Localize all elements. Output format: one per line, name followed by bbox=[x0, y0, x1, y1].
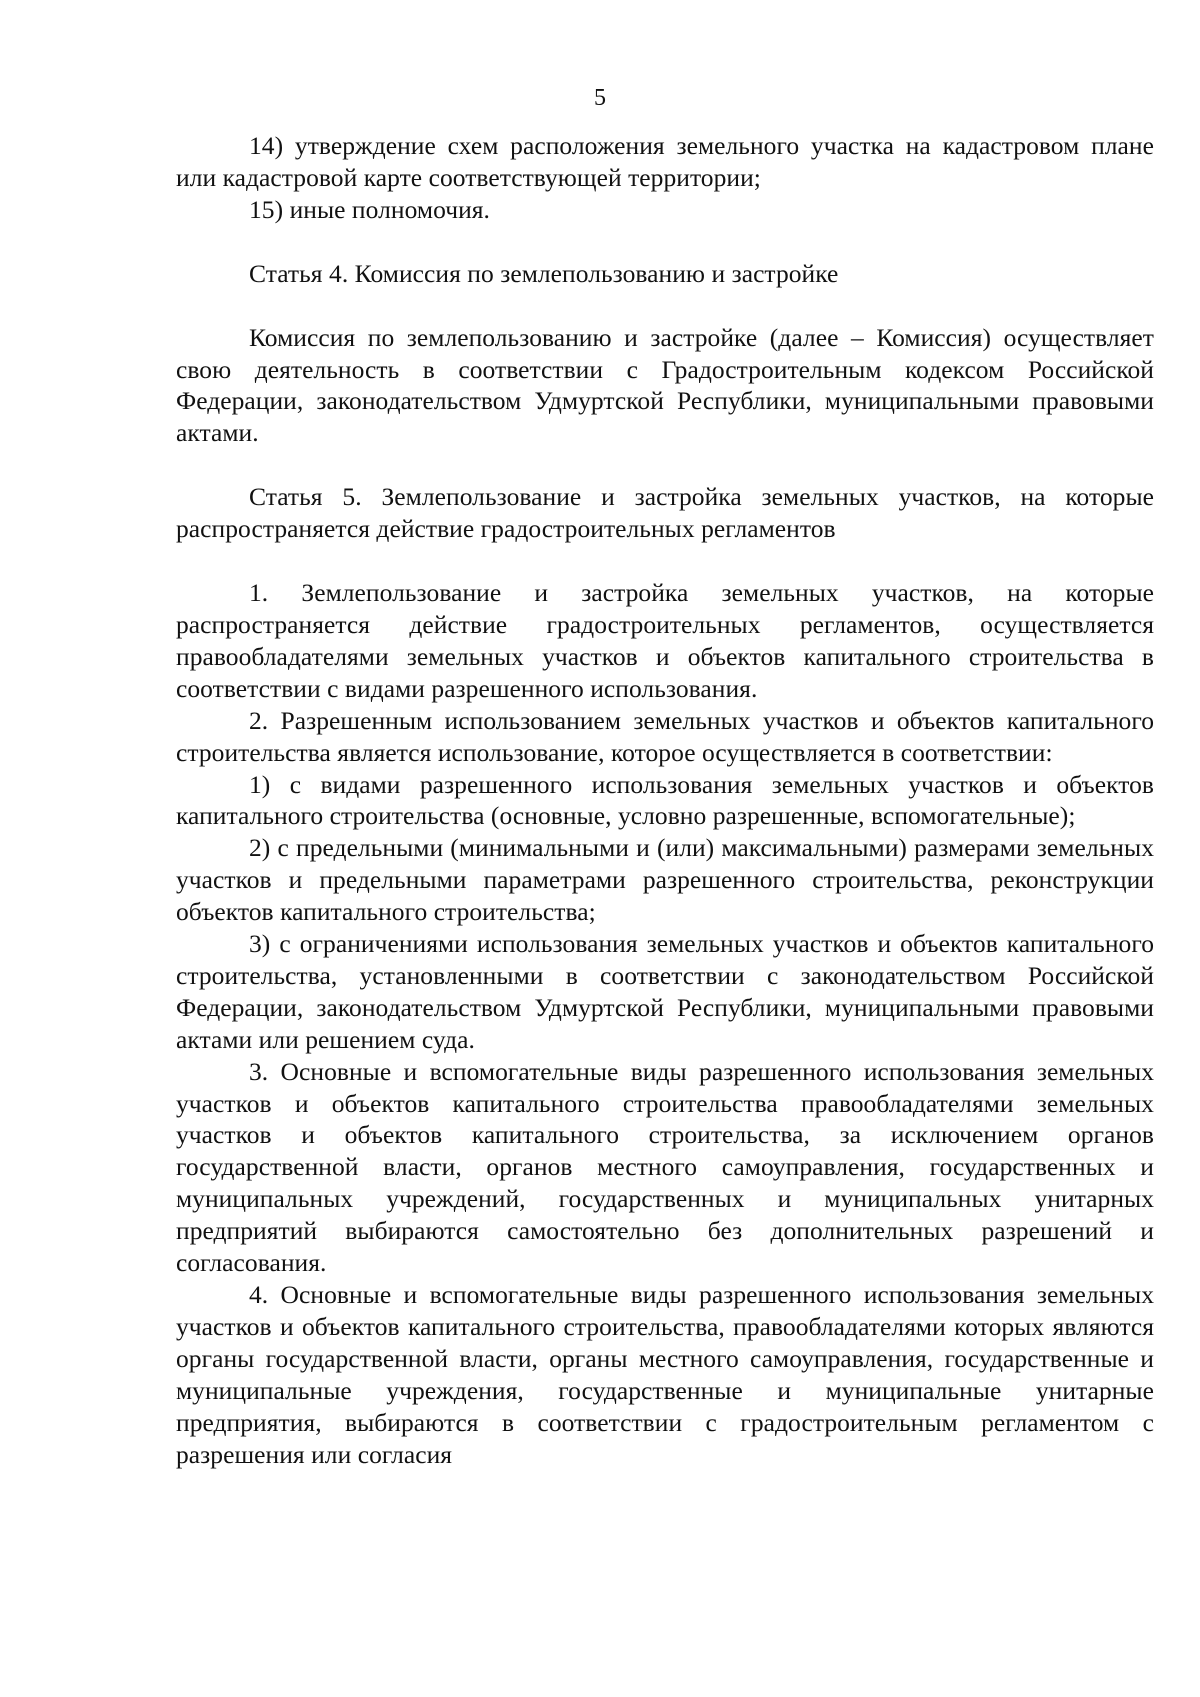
article-4-text: Комиссия по землепользованию и застройке (далее – Комиссия) осуществляет свою деятельность в соответствии с Градостроительным кодексом Российской Федерации, законодательством Удмуртской Республики, муниципальными правовыми актами. bbox=[176, 322, 1154, 448]
spacer bbox=[176, 226, 1154, 258]
article-5-paragraph-4: 4. Основные и вспомогательные виды разрешенного использования земельных участков и объектов капитального строительства, правообладателями которых являются органы государственной власти, органы местного самоуправления, государственные и муниципальные учреждения, государственные и муниципальные унитарные предприятия, выбираются в соответствии с градостроительным регламентом с разрешения или согласия bbox=[176, 1280, 1154, 1469]
spacer bbox=[176, 545, 1154, 577]
spacer bbox=[176, 290, 1154, 322]
spacer bbox=[176, 449, 1154, 481]
article-5-subitem-1: 1) с видами разрешенного использования земельных участков и объектов капитального строительства (основные, условно разрешенные, вспомогательные); bbox=[176, 769, 1154, 831]
paragraph-item-14: 14) утверждение схем расположения земельного участка на кадастровом плане или кадастровой карте соответствующей территории; bbox=[176, 131, 1154, 192]
article-5-subitem-2: 2) с предельными (минимальными и (или) максимальными) размерами земельных участков и предельными параметрами разрешенного строительства, реконструкции объектов капитального строительства; bbox=[176, 833, 1154, 927]
article-4-heading: Статья 4. Комиссия по землепользованию и застройке bbox=[249, 258, 839, 288]
article-5-paragraph-3: 3. Основные и вспомогательные виды разрешенного использования земельных участков и объектов капитального строительства правообладателями земельных участков и объектов капитального строительства, за исключением органов государственной власти, органов местного самоуправления, государственных и муниципальных учреждений, государственных и муниципальных унитарных предприятий выбираются самостоятельно без дополнительных разрешений и согласования. bbox=[176, 1056, 1154, 1278]
article-5-paragraph-2: 2. Разрешенным использованием земельных участков и объектов капитального строительства является использование, которое осуществляется в соответствии: bbox=[176, 705, 1154, 767]
article-5-heading: Статья 5. Землепользование и застройка земельных участков, на которые распространяется действие градостроительных регламентов bbox=[176, 482, 1154, 544]
article-5-paragraph-1: 1. Землепользование и застройка земельных участков, на которые распространяется действие градостроительных регламентов, осуществляется правообладателями земельных участков и объектов капитального строительства в соответствии с видами разрешенного использования. bbox=[176, 578, 1154, 703]
page-number: 5 bbox=[594, 85, 606, 111]
paragraph-item-15: 15) иные полномочия. bbox=[249, 194, 490, 224]
article-5-subitem-3: 3) с ограничениями использования земельных участков и объектов капитального строительства, установленными в соответствии с законодательством Российской Федерации, законодательством Удмуртской Республики, муниципальными правовыми актами или решением суда. bbox=[176, 929, 1154, 1054]
document-body bbox=[176, 130, 1154, 1470]
